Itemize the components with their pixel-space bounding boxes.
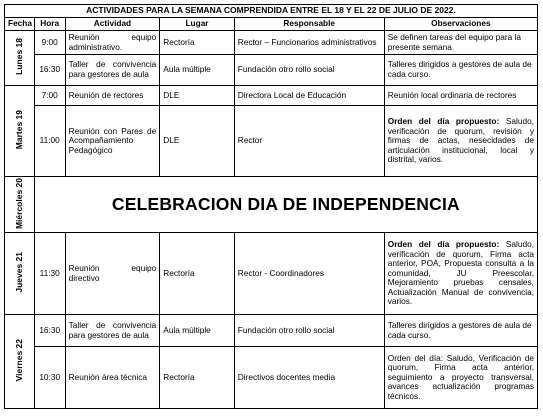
observaciones-cell xyxy=(384,347,537,409)
actividad-cell: Reunión área técnica xyxy=(65,347,160,409)
lugar-cell: Aula múltiple xyxy=(160,55,234,86)
day-cell-lunes xyxy=(5,31,35,86)
lugar-cell: Rectoría xyxy=(160,31,234,55)
actividad-cell: Taller de convivencia para gestores de aula xyxy=(65,315,160,347)
lugar-cell: DLE xyxy=(160,86,234,106)
day-cell-miercoles xyxy=(5,177,35,233)
celebration-banner: CELEBRACION DIA DE INDEPENDENCIA xyxy=(34,177,537,233)
actividad-cell: Reunión con Pares de Acompañamiento Pedagógico xyxy=(65,106,160,177)
responsable-cell: Rector – Funcionarios administrativos xyxy=(234,31,384,55)
schedule-document xyxy=(4,4,538,409)
day-cell-martes xyxy=(5,86,35,177)
obs-bold: Orden del día propuesto: xyxy=(387,116,500,127)
weekly-schedule-table xyxy=(4,4,538,409)
hora-cell: 16:30 xyxy=(34,55,65,86)
responsable-cell: Directivos docentes media xyxy=(234,347,384,409)
actividad-cell: Reunión de rectores xyxy=(65,86,160,106)
table-row xyxy=(5,233,538,315)
header-fecha: Fecha xyxy=(5,18,35,31)
observaciones-cell xyxy=(384,31,537,55)
obs-text: Talleres dirigidos a gestores de aula de cada curso. xyxy=(387,59,532,79)
responsable-cell: Fundación otro rollo social xyxy=(234,55,384,86)
observaciones-cell xyxy=(384,315,537,347)
header-actividad: Actividad xyxy=(65,18,160,31)
lugar-cell: Rectoría xyxy=(160,347,234,409)
obs-text: Se definen tareas del equipo para la presente semana xyxy=(387,31,522,52)
document-title: ACTIVIDADES PARA LA SEMANA COMPRENDIDA ENTRE EL 18 Y EL 22 DE JULIO DE 2022. xyxy=(5,5,538,18)
lugar-cell: DLE xyxy=(160,106,234,177)
table-row xyxy=(5,55,538,86)
hora-cell: 10:30 xyxy=(34,347,65,409)
obs-text: Orden del día: Saludo, Verificación de quorum, Firma acta anterior, seguimiento a proyecto transversal, avances actualización programas técnicos. xyxy=(387,352,534,401)
table-row xyxy=(5,347,538,409)
hora-cell: 11:30 xyxy=(34,233,65,315)
day-label: Martes 19 xyxy=(14,110,25,150)
actividad-cell: Reunión equipo administrativo. xyxy=(65,31,160,55)
obs-text: Reunión local ordinaria de rectores xyxy=(387,89,517,100)
header-lugar: Lugar xyxy=(160,18,234,31)
day-label: Jueves 21 xyxy=(14,251,25,293)
day-label: Miércoles 20 xyxy=(14,177,25,229)
observaciones-cell xyxy=(384,86,537,106)
day-cell-jueves xyxy=(5,233,35,315)
day-label: Lunes 18 xyxy=(14,38,25,76)
responsable-cell: Rector xyxy=(234,106,384,177)
actividad-cell: Reunión equipo directivo xyxy=(65,233,160,315)
header-hora: Hora xyxy=(34,18,65,31)
day-cell-viernes xyxy=(5,315,35,409)
responsable-cell: Rector - Coordinadores xyxy=(234,233,384,315)
day-label: Viernes 22 xyxy=(14,339,25,382)
lugar-cell: Aula múltiple xyxy=(160,315,234,347)
lugar-cell: Rectoría xyxy=(160,233,234,315)
hora-cell: 9:00 xyxy=(34,31,65,55)
table-row xyxy=(5,31,538,55)
actividad-cell: Taller de convivencia para gestores de aula xyxy=(65,55,160,86)
obs-text: Saludo, verificación de quorum, Firma acta anterior, POA, Propuesta consulta a la comunidad, JU Preescolar, Mejoramiento pruebas censales, Actualización Manual de convivencia, varios. xyxy=(387,238,534,307)
header-observaciones: Observaciones xyxy=(384,18,537,31)
hora-cell: 16:30 xyxy=(34,315,65,347)
table-row xyxy=(5,86,538,106)
obs-text: Saludo, verificación de quorum, revisión y firmas de actas, nesecidades de articulación institucional, local y distrital, varios. xyxy=(387,116,534,165)
obs-text: Talleres dirigidos a gestores de aula de cada curso. xyxy=(387,319,532,340)
responsable-cell: Fundación otro rollo social xyxy=(234,315,384,347)
observaciones-cell xyxy=(384,55,537,86)
table-row xyxy=(5,106,538,177)
observaciones-cell xyxy=(384,233,537,315)
observaciones-cell xyxy=(384,106,537,177)
responsable-cell: Directora Local de Educación xyxy=(234,86,384,106)
hora-cell: 7:00 xyxy=(34,86,65,106)
hora-cell: 11:00 xyxy=(34,106,65,177)
table-row xyxy=(5,177,538,233)
table-row xyxy=(5,315,538,347)
obs-bold: Orden del día propuesto: xyxy=(387,238,500,249)
header-responsable: Responsable xyxy=(234,18,384,31)
